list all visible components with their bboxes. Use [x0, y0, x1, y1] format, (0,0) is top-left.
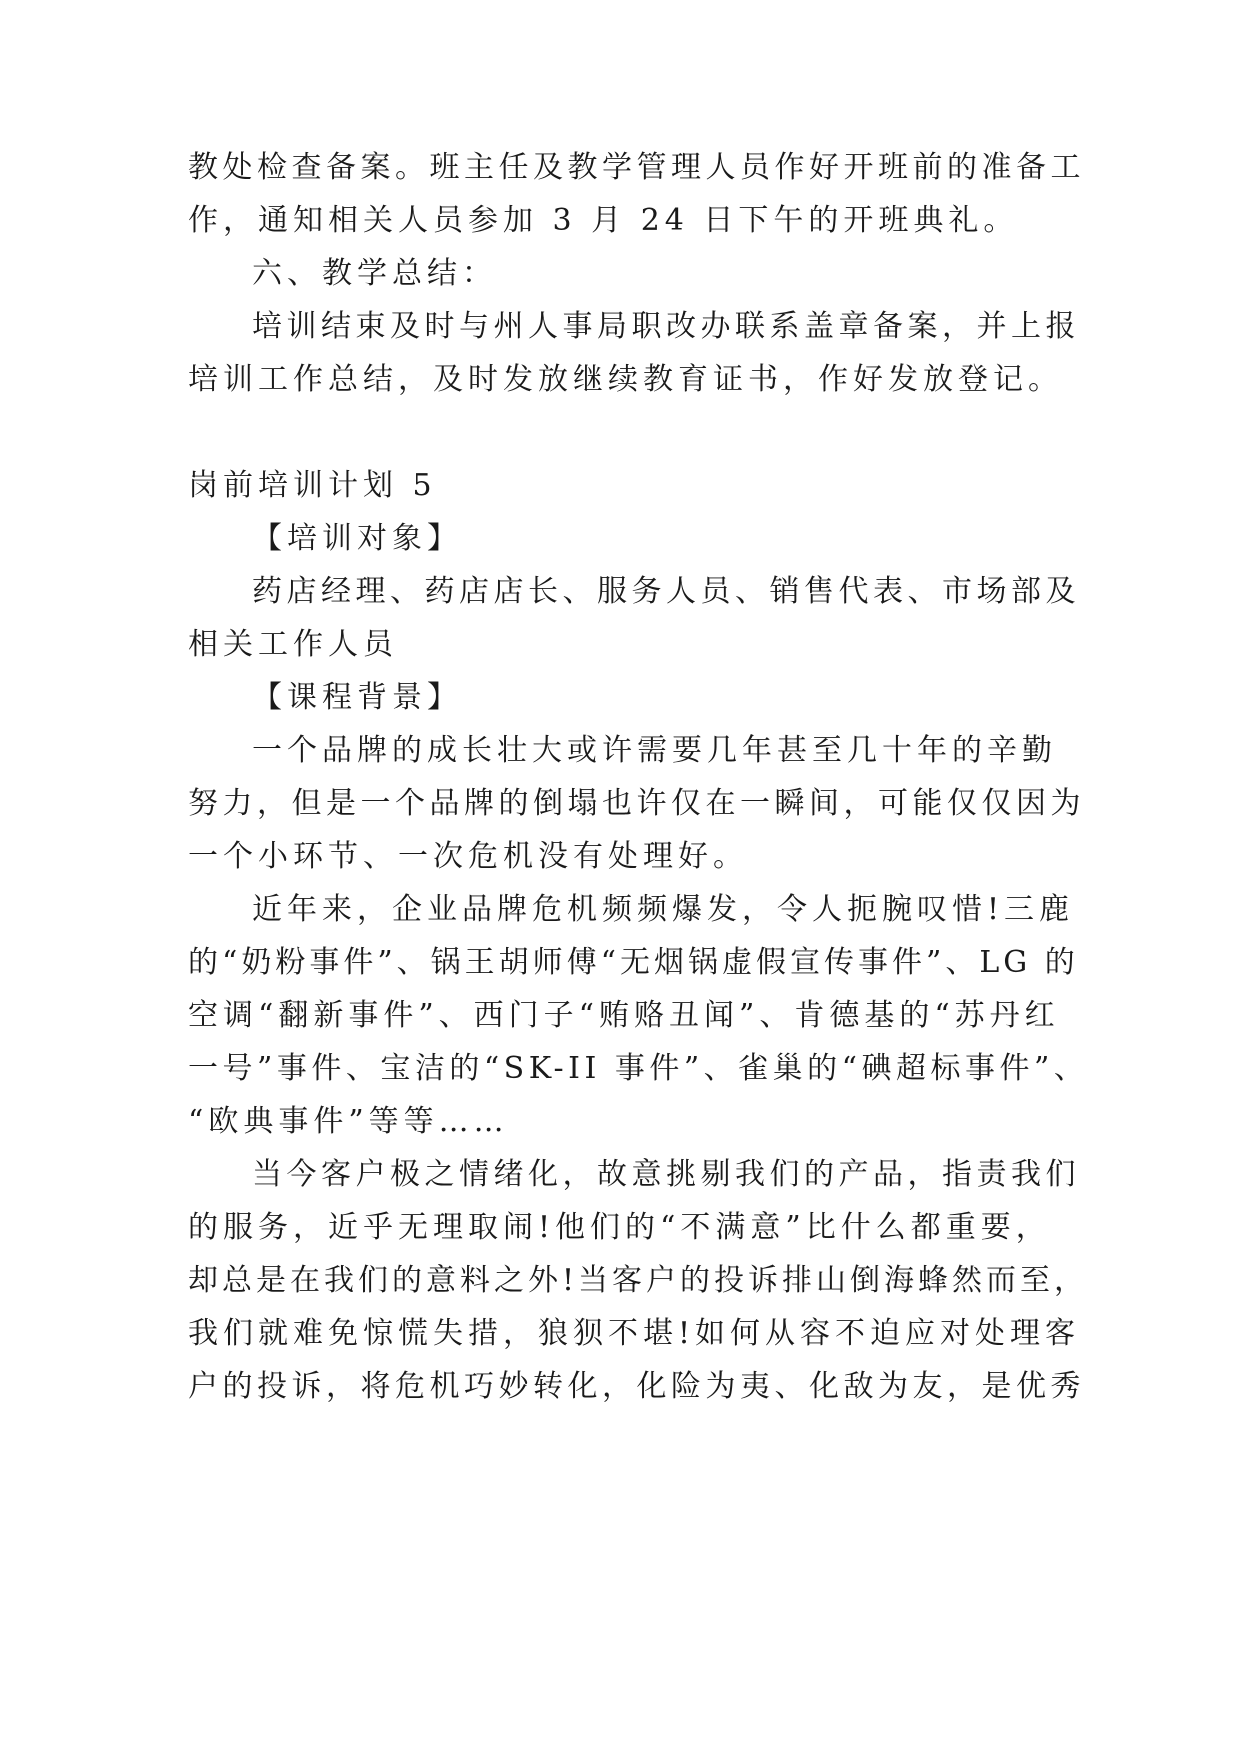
paragraph-line: 的“奶粉事件”、锅王胡师傅“无烟锅虚假宣传事件”、LG 的	[188, 945, 1079, 980]
paragraph-line: 培训工作总结，及时发放继续教育证书，作好发放登记。	[188, 362, 1063, 397]
paragraph-line: 努力，但是一个品牌的倒塌也许仅在一瞬间，可能仅仅因为	[188, 786, 1085, 821]
section-heading: 【课程背景】	[252, 680, 462, 715]
paragraph-line: 当今客户极之情绪化，故意挑剔我们的产品，指责我们	[252, 1157, 1080, 1192]
paragraph-line: 药店经理、药店店长、服务人员、销售代表、市场部及	[252, 574, 1080, 609]
paragraph-line: 教处检查备案。班主任及教学管理人员作好开班前的准备工	[188, 150, 1085, 185]
document-title: 岗前培训计划 5	[188, 468, 437, 503]
section-heading: 六、教学总结：	[252, 256, 497, 291]
paragraph-line: 近年来，企业品牌危机频频爆发，令人扼腕叹惜!三鹿	[252, 892, 1075, 927]
paragraph-line: 一个品牌的成长壮大或许需要几年甚至几十年的辛勤	[252, 733, 1057, 768]
section-heading: 【培训对象】	[252, 521, 462, 556]
paragraph-line: 我们就难免惊慌失措，狼狈不堪!如何从容不迫应对处理客	[188, 1316, 1081, 1351]
paragraph-line: 户的投诉，将危机巧妙转化，化险为夷、化敌为友，是优秀	[188, 1369, 1085, 1404]
paragraph-line: 培训结束及时与州人事局职改办联系盖章备案，并上报	[252, 309, 1080, 344]
paragraph-line: 作，通知相关人员参加 3 月 24 日下午的开班典礼。	[188, 203, 1019, 238]
paragraph-line: 的服务，近乎无理取闹!他们的“不满意”比什么都重要，	[188, 1210, 1051, 1245]
paragraph-line: 空调“翻新事件”、西门子“贿赂丑闻”、肯德基的“苏丹红	[188, 998, 1060, 1033]
paragraph-line: 一号”事件、宝洁的“SK-II 事件”、雀巢的“碘超标事件”、	[188, 1051, 1089, 1086]
paragraph-line: 却总是在我们的意料之外!当客户的投诉排山倒海蜂然而至，	[188, 1263, 1089, 1298]
paragraph-line: 相关工作人员	[188, 627, 398, 662]
paragraph-line: “欧典事件”等等……	[188, 1104, 509, 1139]
paragraph-line: 一个小环节、一次危机没有处理好。	[188, 839, 748, 874]
